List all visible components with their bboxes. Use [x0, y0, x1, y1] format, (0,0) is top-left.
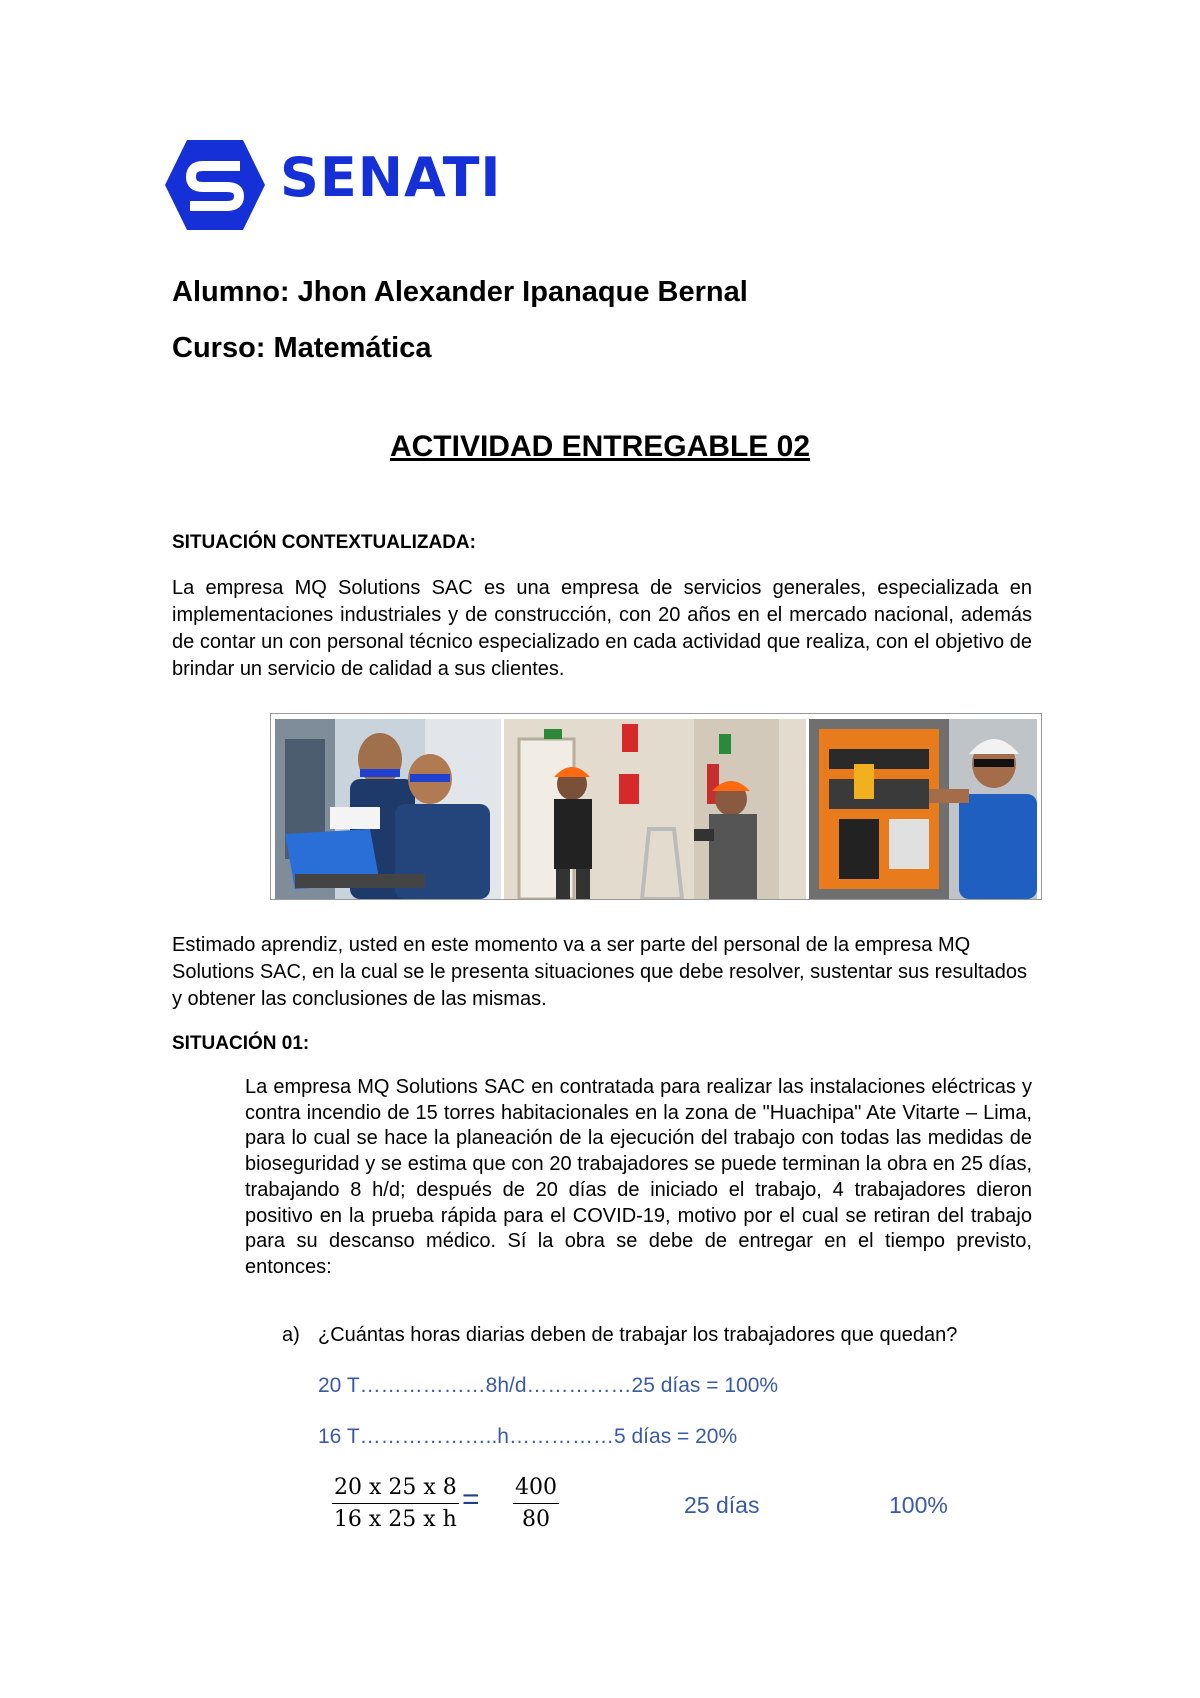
equals-sign: = [462, 1483, 480, 1516]
days-value: 25 días [684, 1492, 760, 1518]
workers-photo-strip [270, 713, 1042, 900]
question-a-text: ¿Cuántas horas diarias deben de trabajar los trabajadores que quedan? [318, 1324, 958, 1346]
context-paragraph: La empresa MQ Solutions SAC es una empresa de servicios generales, especializada en implementaciones industriales y de construcción, con 20 años en el mercado nacional, además de contar un con personal técnico especializado en cada actividad que realiza, con el objetivo de brindar un servicio de calidad a sus clientes. [172, 577, 1032, 680]
work-line-2: 16 T………………..h……………5 días = 20% [318, 1425, 738, 1448]
student-name: Alumno: Jhon Alexander Ipanaque Bernal [172, 276, 748, 308]
situation-01-paragraph: La empresa MQ Solutions SAC en contratada para realizar las instalaciones eléctricas y contra incendio de 15 torres habitacionales en la zona de "Huachipa" Ate Vitarte – Lima, para lo cual se hace la planeación de la ejecución del trabajo con todas las medidas de bioseguridad y se estima que con 20 trabajadores se puede terminan la obra en 25 días, trabajando 8 h/d; después de 20 días de iniciado el trabajo, 4 trabajadores dieron positivo en la prueba rápida para el COVID-19, motivo por el cual se retiran del trabajo para su descanso médico. Sí la obra se debe de entregar en el tiempo previsto, entonces: [245, 1076, 1032, 1278]
percent-value: 100% [889, 1492, 948, 1518]
photo-students-laptop [275, 719, 501, 899]
left-fraction-numerator: 20 x 25 x 8 [332, 1475, 459, 1504]
course-name: Curso: Matemática [172, 332, 432, 364]
right-fraction-denominator: 80 [522, 1507, 550, 1532]
senati-hexagon-icon [165, 140, 265, 230]
page-title: ACTIVIDAD ENTREGABLE 02 [389, 430, 811, 463]
question-a-marker: a) [282, 1324, 300, 1346]
photo-electrical-panel [809, 719, 1037, 899]
work-line-1: 20 T………………8h/d……………25 días = 100% [318, 1374, 779, 1397]
intro-paragraph: Estimado aprendiz, usted en este momento va a ser parte del personal de la empresa MQ Solutions SAC, en la cual se le presenta situaciones que debe resolver, sustentar sus resultados y obtener las conclusiones de las mismas. [172, 934, 1027, 1010]
left-fraction-denominator: 16 x 25 x h [333, 1507, 457, 1532]
logo-text: SENATI [280, 146, 502, 209]
senati-logo [165, 140, 502, 230]
right-fraction [513, 1475, 559, 1532]
right-fraction-numerator: 400 [513, 1475, 559, 1504]
left-fraction [332, 1475, 459, 1532]
situation-01-label: SITUACIÓN 01: [172, 1033, 310, 1054]
photo-safety-inspection [504, 719, 806, 899]
context-label: SITUACIÓN CONTEXTUALIZADA: [172, 532, 476, 553]
